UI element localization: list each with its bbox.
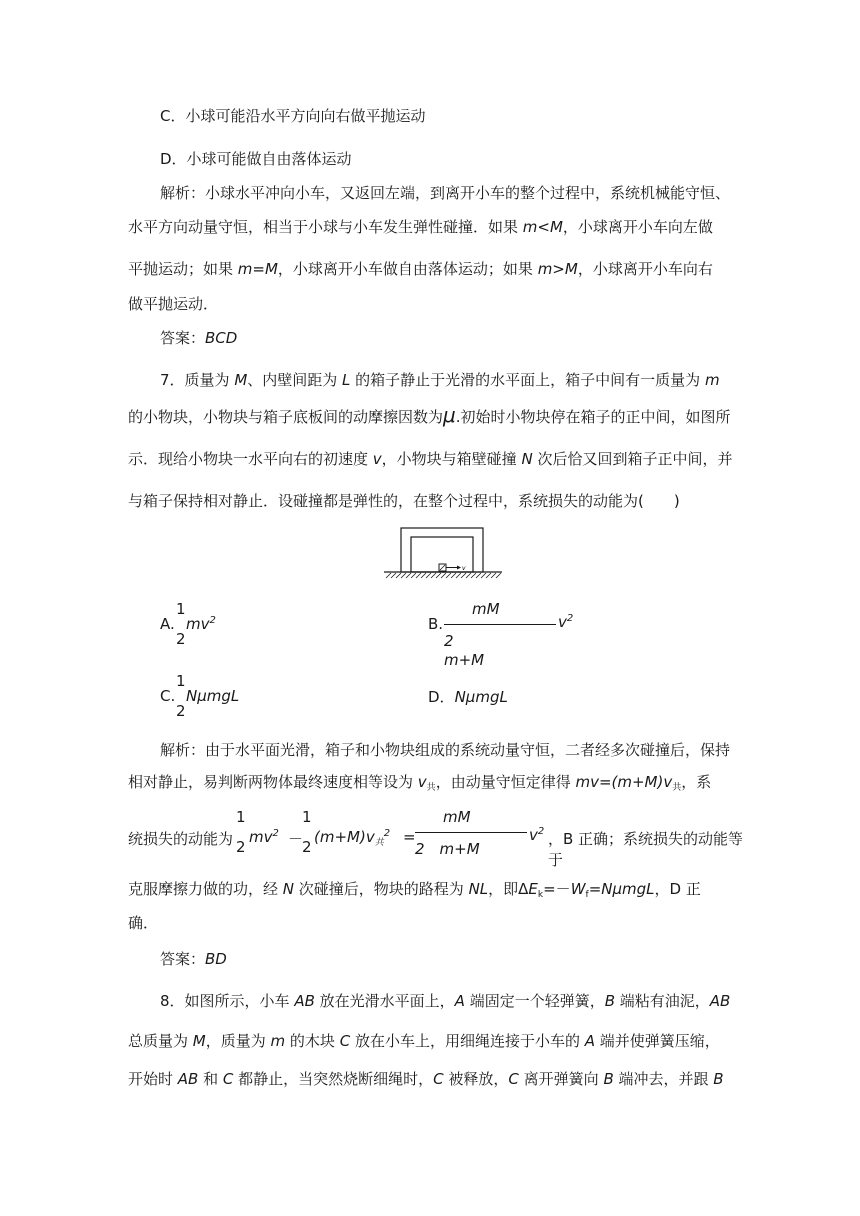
q7-line3: 示．现给小物块一水平向右的初速度 v，小物块与箱壁碰撞 N 次后恰又回到箱子正中间，并 xyxy=(128,450,733,468)
q8-line2: 总质量为 M，质量为 m 的木块 C 放在小车上，用细绳连接于小车的 A 端并使弹簧压缩， xyxy=(128,1032,720,1050)
q7-line4: 与箱子保持相对静止．设碰撞都是弹性的，在整个过程中，系统损失的动能为( ) xyxy=(128,492,680,510)
option-d-q6: D．小球可能做自由落体运动 xyxy=(160,150,352,168)
analysis7-line5: 确． xyxy=(128,914,159,932)
q7-line1: 7．质量为 M、内壁间距为 L 的箱子静止于光滑的水平面上，箱子中间有一质量为 m xyxy=(160,371,720,389)
option-c-q6: C．小球可能沿水平方向向右做平抛运动 xyxy=(160,107,426,125)
analysis6-line2: 水平方向动量守恒，相当于小球与小车发生弹性碰撞．如果 m<M，小球离开小车向左做 xyxy=(128,218,713,236)
analysis7-line3: 统损失的动能为 1 2 $mv^2$ － 1 2 $(m+M)v_共^2$ = mM 2 m+M $v^2$ ，B 正确；系统损失的动能等于 xyxy=(128,808,744,869)
analysis7-line1: 解析：由于水平面光滑，箱子和小物块组成的系统动量守恒，二者经多次碰撞后，保持 xyxy=(160,741,731,759)
analysis6-line1: 解析：小球水平冲向小车，又返回左端，到离开小车的整个过程中，系统机械能守恒、 xyxy=(160,184,731,202)
analysis7-line4: 克服摩擦力做的功，经 N 次碰撞后，物块的路程为 NL，即$\Delta E_k=-W_f=N\mu mgL$，D 正 xyxy=(128,880,701,900)
analysis6-line3: 平抛运动；如果 m=M，小球离开小车做自由落体运动；如果 m>M，小球离开小车向右 xyxy=(128,260,713,278)
q8-line1: 8．如图所示，小车 AB 放在光滑水平面上，A 端固定一个轻弹簧，B 端粘有油泥，AB xyxy=(160,992,731,1010)
analysis6-line4: 做平抛运动． xyxy=(128,295,219,313)
floor-hatching xyxy=(386,573,501,578)
option-d-q7: D．NμmgL xyxy=(428,688,508,706)
answer7: 答案：BD xyxy=(160,950,227,968)
box-outline xyxy=(401,528,483,572)
q7-line2: 的小物块，小物块与箱子底板间的动摩擦因数为μ.初始时小物块停在箱子的正中间，如图所 xyxy=(128,403,731,427)
box-figure xyxy=(378,520,508,582)
answer6: 答案：BCD xyxy=(160,329,238,347)
velocity-label: v xyxy=(462,565,466,572)
q8-line3: 开始时 AB 和 C 都静止，当突然烧断细绳时，C 被释放，C 离开弹簧向 B 端冲去，并跟 B xyxy=(128,1070,724,1088)
analysis7-line2: 相对静止，易判断两物体最终速度相等设为 $v_共$，由动量守恒定律得 $mv=(m+M)v_共$，系 xyxy=(128,773,712,793)
